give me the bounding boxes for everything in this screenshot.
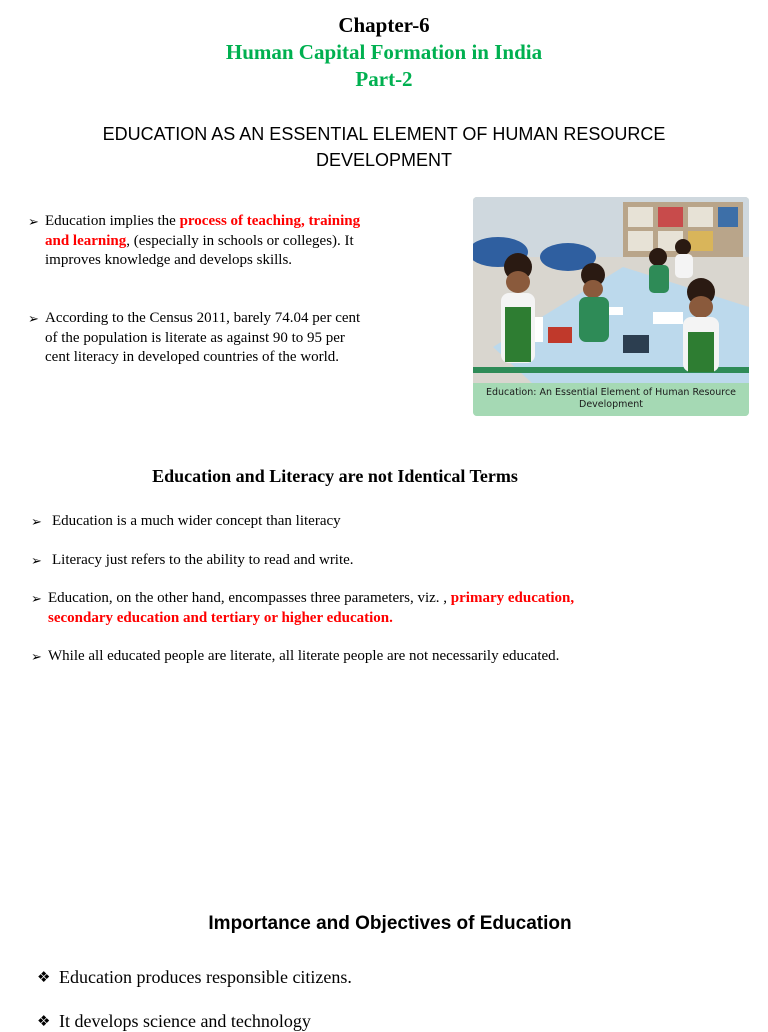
arrowhead-bullet-icon: ➢ — [28, 214, 39, 229]
section-heading-education-literacy: Education and Literacy are not Identical Terms — [152, 466, 518, 486]
classroom-illustration — [473, 197, 749, 384]
arrowhead-bullet-icon: ➢ — [28, 311, 39, 326]
arrowhead-bullet-icon: ➢ — [31, 514, 42, 529]
bullet-text: Literacy just refers to the ability to read and write. — [52, 552, 354, 568]
bullet-text: According to the Census 2011, barely 74.04 per cent of the population is literate as against 90 to 95 per cent literacy in developed countries of the world. — [45, 310, 361, 365]
list-item — [37, 1010, 637, 1032]
chapter-number: Chapter-6 — [338, 13, 430, 37]
list-item — [28, 212, 363, 271]
list-item — [31, 512, 631, 532]
list-item — [31, 647, 651, 667]
list-item — [31, 589, 631, 628]
list-item — [28, 309, 363, 368]
section-heading-importance: Importance and Objectives of Education — [208, 913, 572, 934]
arrowhead-bullet-icon: ➢ — [31, 553, 42, 568]
bullet-text: Education implies the process of teaching, training and learning, (especially in schools or colleges). It improves knowledge and develops skills. — [45, 213, 361, 268]
bullet-text: Education is a much wider concept than literacy — [52, 513, 341, 529]
arrowhead-bullet-icon: ➢ — [31, 649, 42, 664]
list-item — [31, 551, 631, 571]
section-heading-education-hrd: EDUCATION AS AN ESSENTIAL ELEMENT OF HUMAN RESOURCE DEVELOPMENT — [102, 124, 666, 170]
classroom-photo — [473, 197, 749, 416]
image-caption: Education: An Essential Element of Human Resource Development — [473, 383, 749, 416]
list-item — [37, 966, 637, 988]
bullet-text: While all educated people are literate, all literate people are not necessarily educated. — [48, 648, 560, 664]
four-diamond-bullet-icon: ❖ — [37, 1012, 51, 1030]
list-item-text: It develops science and technology — [59, 1011, 311, 1031]
arrowhead-bullet-icon: ➢ — [31, 591, 42, 606]
list-item-text: Education produces responsible citizens. — [59, 967, 352, 987]
chapter-title: Human Capital Formation in India — [225, 40, 543, 64]
bullet-text: Education, on the other hand, encompasses three parameters, viz. , primary education, secondary education and tertiary or higher education. — [48, 590, 575, 626]
four-diamond-bullet-icon: ❖ — [37, 968, 51, 986]
part-label: Part-2 — [355, 67, 413, 91]
